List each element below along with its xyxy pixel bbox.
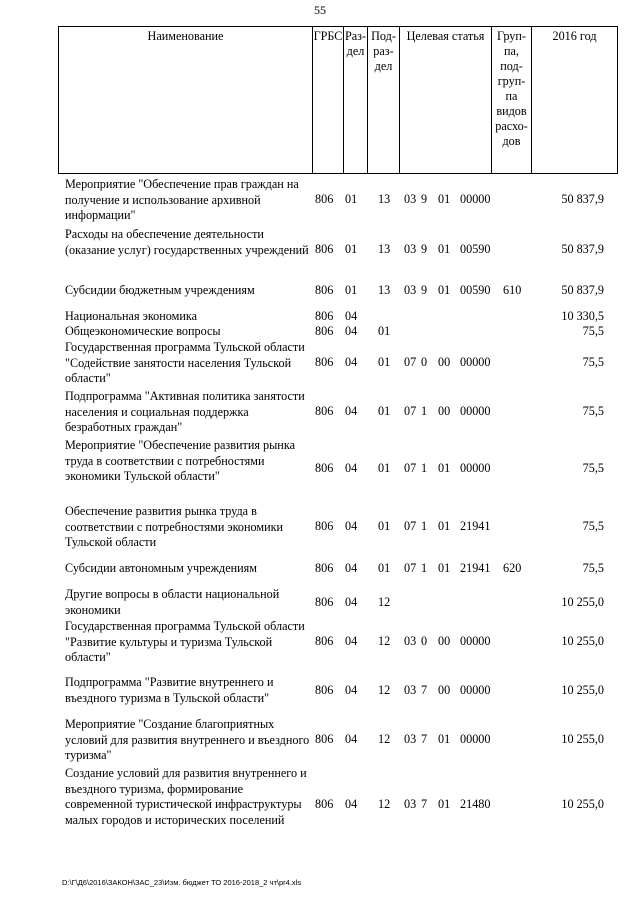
row-target-a: 03: [404, 797, 417, 811]
row-target-d: 21941: [460, 519, 491, 533]
row-name: Государственная программа Тульской области "Развитие культуры и туризма Тульской области": [65, 619, 305, 664]
row-target-c: 00: [438, 404, 451, 418]
row-name: Подпрограмма "Развитие внутреннего и въездного туризма в Тульской области": [65, 675, 274, 705]
row-target-c: 01: [438, 461, 451, 475]
row-razdel: 01: [345, 192, 358, 206]
header-grbs: ГРБС: [312, 27, 343, 173]
row-target-d: 00590: [460, 242, 491, 256]
row-target-b: 7: [421, 683, 428, 697]
row-sum: 50 837,9: [561, 242, 604, 256]
row-podrazdel: 01: [378, 355, 391, 369]
row-target-b: 9: [421, 192, 428, 206]
row-podrazdel: 12: [378, 595, 391, 609]
row-grbs: 806: [315, 324, 334, 338]
row-podrazdel: 01: [378, 404, 391, 418]
row-razdel: 04: [345, 683, 358, 697]
row-target-d: 00000: [460, 192, 491, 206]
header-name: Наименование: [58, 27, 312, 173]
row-razdel: 04: [345, 324, 358, 338]
row-razdel: 04: [345, 404, 358, 418]
row-target-d: 00000: [460, 404, 491, 418]
row-target-a: 07: [404, 519, 417, 533]
row-sum: 10 255,0: [561, 634, 604, 648]
row-razdel: 04: [345, 595, 358, 609]
row-razdel: 01: [345, 242, 358, 256]
row-target-a: 03: [404, 683, 417, 697]
row-name: Субсидии бюджетным учреждениям: [65, 283, 255, 297]
row-podrazdel: 01: [378, 324, 391, 338]
row-target-c: 01: [438, 519, 451, 533]
row-target-b: 1: [421, 519, 428, 533]
row-name: Мероприятие "Обеспечение прав граждан на получение и использование архивной информации": [65, 177, 299, 222]
row-target-b: 1: [421, 561, 428, 575]
row-target-d: 00000: [460, 732, 491, 746]
row-razdel: 04: [345, 309, 358, 323]
row-target-a: 07: [404, 355, 417, 369]
row-sum: 10 255,0: [561, 683, 604, 697]
row-grbs: 806: [315, 461, 334, 475]
row-razdel: 04: [345, 519, 358, 533]
row-sum: 75,5: [582, 355, 604, 369]
row-target-c: 01: [438, 192, 451, 206]
row-name: Мероприятие "Создание благоприятных условий для развития внутреннего и въездного туризма": [65, 717, 310, 762]
row-grbs: 806: [315, 732, 334, 746]
row-name: Государственная программа Тульской области "Содействие занятости населения Тульской области": [65, 340, 305, 385]
row-sum: 75,5: [582, 561, 604, 575]
row-name: Субсидии автономным учреждениям: [65, 561, 257, 575]
row-target-c: 00: [438, 355, 451, 369]
row-target-d: 21941: [460, 561, 491, 575]
row-target-c: 01: [438, 732, 451, 746]
row-razdel: 04: [345, 461, 358, 475]
row-razdel: 04: [345, 355, 358, 369]
row-grbs: 806: [315, 242, 334, 256]
file-path-footer: D:\Г\Д6\2016\ЗАКОН\ЗАС_23\Изм. бюджет ТО 2016-2018_2 чт\pr4.xls: [62, 878, 302, 887]
row-target-b: 0: [421, 355, 428, 369]
row-razdel: 04: [345, 797, 358, 811]
row-grbs: 806: [315, 519, 334, 533]
row-name: Другие вопросы в области национальной экономики: [65, 587, 280, 617]
row-name: Расходы на обеспечение деятельности (оказание услуг) государственных учреждений: [65, 227, 309, 257]
row-grbs: 806: [315, 283, 334, 297]
row-target-c: 01: [438, 242, 451, 256]
row-sum: 75,5: [582, 324, 604, 338]
row-target-a: 03: [404, 732, 417, 746]
row-podrazdel: 12: [378, 634, 391, 648]
header-podrazdel: Под- раз- дел: [367, 27, 399, 173]
header-year: 2016 год: [531, 27, 618, 173]
row-target-b: 9: [421, 283, 428, 297]
row-group: 610: [503, 283, 522, 297]
row-grbs: 806: [315, 683, 334, 697]
row-sum: 10 255,0: [561, 797, 604, 811]
row-target-d: 21480: [460, 797, 491, 811]
row-podrazdel: 12: [378, 732, 391, 746]
row-target-c: 01: [438, 283, 451, 297]
row-target-c: 00: [438, 683, 451, 697]
header-razdel: Раз- дел: [343, 27, 367, 173]
row-podrazdel: 13: [378, 283, 391, 297]
row-sum: 75,5: [582, 404, 604, 418]
row-name: Общеэкономические вопросы: [65, 324, 221, 338]
row-razdel: 01: [345, 283, 358, 297]
row-target-b: 1: [421, 461, 428, 475]
table-header: [58, 26, 618, 174]
row-name: Мероприятие "Обеспечение развития рынка труда в соответствии с потребностями экономики Тульской области": [65, 438, 295, 483]
row-podrazdel: 01: [378, 461, 391, 475]
row-target-d: 00000: [460, 355, 491, 369]
row-podrazdel: 13: [378, 192, 391, 206]
row-target-b: 0: [421, 634, 428, 648]
header-group: Груп- па, под- груп- па видов расхо- дов: [491, 27, 531, 173]
row-target-a: 07: [404, 404, 417, 418]
row-grbs: 806: [315, 355, 334, 369]
row-name: Обеспечение развития рынка труда в соответствии с потребностями экономики Тульской области: [65, 504, 284, 549]
row-sum: 75,5: [582, 461, 604, 475]
row-grbs: 806: [315, 595, 334, 609]
row-grbs: 806: [315, 797, 334, 811]
row-sum: 10 255,0: [561, 732, 604, 746]
row-razdel: 04: [345, 732, 358, 746]
row-podrazdel: 01: [378, 519, 391, 533]
row-target-d: 00000: [460, 683, 491, 697]
row-target-a: 07: [404, 461, 417, 475]
row-podrazdel: 13: [378, 242, 391, 256]
row-name: Создание условий для развития внутреннего и въездного туризма, формирование современной туристической инфраструктуры малых городов и исторических поселений: [65, 766, 307, 827]
row-sum: 10 330,5: [561, 309, 604, 323]
row-razdel: 04: [345, 634, 358, 648]
row-sum: 10 255,0: [561, 595, 604, 609]
row-target-b: 9: [421, 242, 428, 256]
row-group: 620: [503, 561, 522, 575]
row-grbs: 806: [315, 561, 334, 575]
row-target-b: 1: [421, 404, 428, 418]
row-target-c: 01: [438, 797, 451, 811]
row-target-c: 01: [438, 561, 451, 575]
row-podrazdel: 12: [378, 683, 391, 697]
row-sum: 50 837,9: [561, 192, 604, 206]
row-target-a: 03: [404, 634, 417, 648]
row-name: Национальная экономика: [65, 309, 198, 323]
row-sum: 50 837,9: [561, 283, 604, 297]
row-target-a: 03: [404, 283, 417, 297]
row-grbs: 806: [315, 192, 334, 206]
row-target-a: 07: [404, 561, 417, 575]
row-target-b: 7: [421, 732, 428, 746]
row-name: Подпрограмма "Активная политика занятости населения и социальная поддержка безработных граждан": [65, 389, 305, 434]
page-number: 55: [314, 3, 326, 17]
row-target-d: 00000: [460, 461, 491, 475]
row-podrazdel: 01: [378, 561, 391, 575]
row-target-d: 00590: [460, 283, 491, 297]
header-target: Целевая статья: [399, 27, 491, 173]
row-grbs: 806: [315, 404, 334, 418]
row-target-a: 03: [404, 192, 417, 206]
row-grbs: 806: [315, 634, 334, 648]
row-grbs: 806: [315, 309, 334, 323]
row-sum: 75,5: [582, 519, 604, 533]
row-target-c: 00: [438, 634, 451, 648]
row-target-d: 00000: [460, 634, 491, 648]
row-podrazdel: 12: [378, 797, 391, 811]
row-razdel: 04: [345, 561, 358, 575]
row-target-b: 7: [421, 797, 428, 811]
row-target-a: 03: [404, 242, 417, 256]
